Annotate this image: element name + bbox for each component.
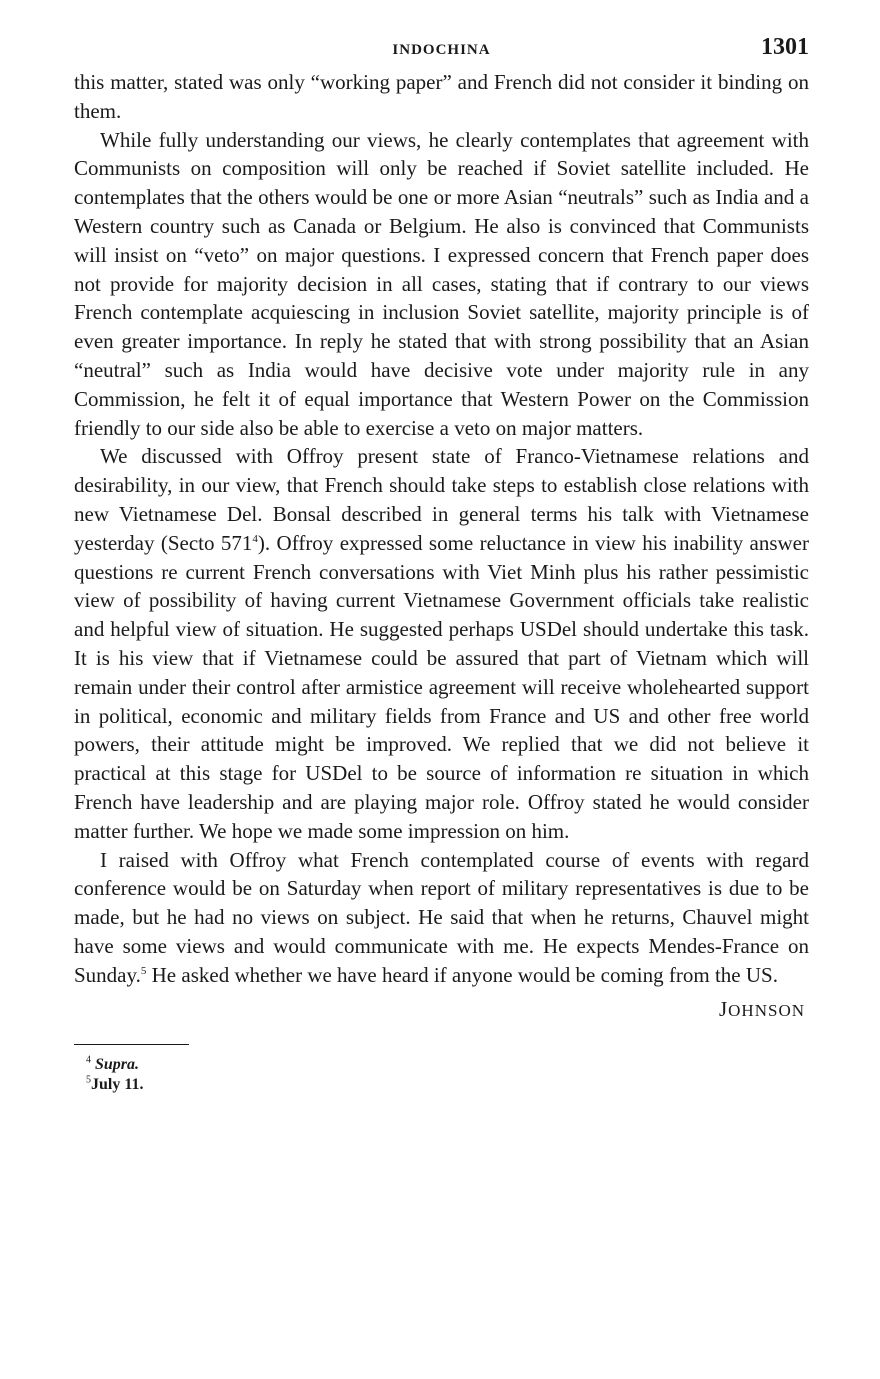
footnote-4	[74, 1055, 809, 1075]
paragraph-text: this matter, stated was only “working paper” and French did not consider it binding on them.	[74, 70, 809, 123]
paragraph-franco-vietnamese-relations	[74, 442, 809, 845]
paragraph-text: ). Offroy expressed some reluctance in view his inability answer questions re current French conversations with Viet Minh plus his rather pessimistic view of possibility of having current Vietnamese Government officials take realistic and helpful view of situation. He suggested perhaps USDel should undertake this task. It is his view that if Vietnamese could be assured that part of Vietnam which will remain under their control after armistice agreement will receive wholehearted support in political, economic and military fields from France and US and other free world powers, their attitude might be improved. We replied that we did not believe it practical at this stage for USDel to be source of information re situation in which French have leadership and are playing major role. Offroy stated he would consider matter further. We hope we made some impression on him.	[74, 530, 809, 843]
paragraph-conference-events	[74, 846, 809, 990]
footnote-marker: 4	[86, 1054, 91, 1066]
paragraph-text: While fully understanding our views, he clearly contemplates that agreement with Communists on composition will only be reached if Soviet satellite included. He contemplates that the others would be one or more Asian “neutrals” such as India and a Western country such as Canada or Belgium. He also is convinced that Communists will insist on “veto” on major questions. I expressed concern that French paper does not provide for majority decision in all cases, stating that if contrary to our views French contemplate acquiescing in inclusion Soviet satellite, majority principle is of even greater importance. In reply he stated that with strong possibility that an Asian “neutral” such as India would have decisive vote under majority rule in any Commission, he felt it of equal importance that Western Power on the Commission friendly to our side also be able to exercise a veto on major matters.	[74, 127, 809, 440]
footnote-text: July 11.	[91, 1075, 144, 1093]
running-header	[74, 34, 809, 68]
page-number: 1301	[761, 34, 809, 60]
footnote-divider	[74, 1044, 189, 1045]
paragraph-commission-composition	[74, 126, 809, 443]
paragraph-text: We discussed with Offroy present state of Franco-Vietnamese relations and desirability, in our view, that French should take steps to establish close relations with new Vietnamese Del. Bonsal described in general terms his talk with Vietnamese yesterday (Secto 571	[74, 444, 809, 555]
footnote-5	[74, 1075, 809, 1095]
signature	[74, 994, 809, 1026]
paragraph-text: I raised with Offroy what French contemplated course of events with regard conference would be on Saturday when report of military representatives is due to be made, but he had no views on subject. He said that when he returns, Chauvel might have some views and would communicate with me. He expects Mendes-France on Sunday.	[74, 847, 809, 987]
paragraph-text: He asked whether we have heard if anyone would be coming from the US.	[146, 962, 778, 987]
running-title: INDOCHINA	[392, 42, 491, 58]
footnote-reference: 5	[140, 964, 147, 977]
footnote-reference: 4	[252, 532, 258, 545]
signature-initial: J	[718, 996, 729, 1021]
paragraph-continuation	[74, 68, 809, 126]
signature-rest: OHNSON	[728, 1000, 805, 1020]
document-page	[74, 34, 809, 1095]
footnote-text: Supra.	[95, 1055, 140, 1073]
footnote-marker: 5	[86, 1074, 91, 1086]
